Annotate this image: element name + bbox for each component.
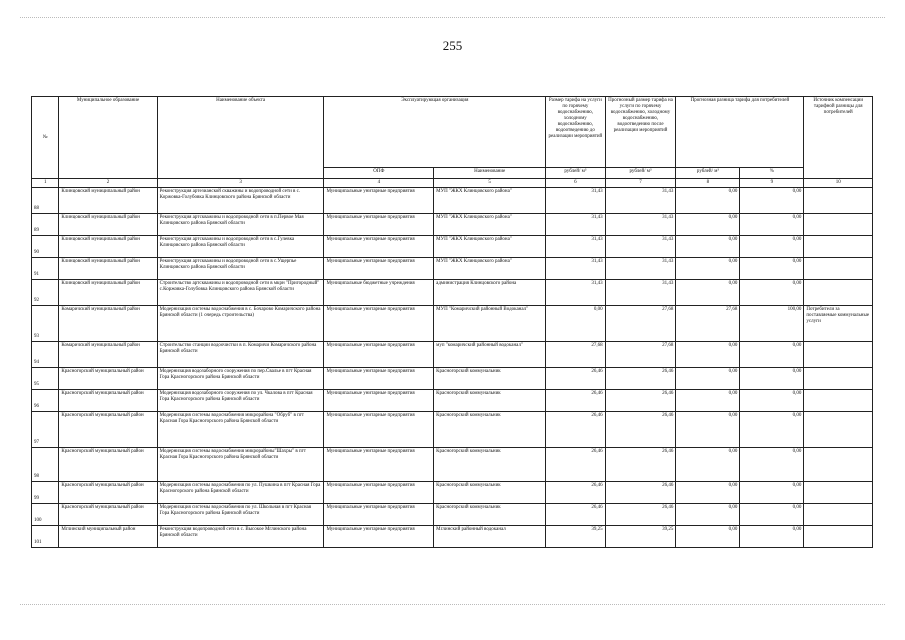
diff-rub-cell: 0,00 — [676, 280, 740, 306]
org-cell: Красногорский коммунальник — [434, 390, 546, 412]
header-source: Источник компенсации тарифной разницы для потребителей — [804, 97, 873, 179]
diff-rub-cell: 0,00 — [676, 504, 740, 526]
source-cell — [804, 236, 873, 258]
org-cell: МУП "ЖКХ Клинцовского района" — [434, 188, 546, 214]
source-cell — [804, 342, 873, 368]
source-cell — [804, 368, 873, 390]
row-number: 91 — [32, 258, 59, 280]
diff-rub-cell: 0,00 — [676, 448, 740, 482]
col-number: 1 — [32, 179, 59, 188]
tariff-after-cell: 31,43 — [605, 188, 676, 214]
diff-pct-cell: 0,00 — [740, 390, 804, 412]
table-row — [32, 412, 873, 448]
row-number: 88 — [32, 188, 59, 214]
object-cell: Модернизация водозаборного сооружения по ул. Чкалова в пгт Красная Гора Красногорского района Брянской области — [157, 390, 324, 412]
object-cell: Реконструкция артскважины и водопроводной сети в п.Первое Мая Клинцовского района Брянской области — [157, 214, 324, 236]
header-diff: Прогнозная разница тарифа для потребителей — [676, 97, 804, 168]
table-row — [32, 306, 873, 342]
tariff-after-cell: 39,25 — [605, 526, 676, 548]
diff-rub-cell: 0,00 — [676, 390, 740, 412]
diff-pct-cell: 0,00 — [740, 504, 804, 526]
municipality-cell: Красногорский муниципальный район — [59, 504, 157, 526]
tariff-after-cell: 31,43 — [605, 214, 676, 236]
tariff-before-cell: 0,00 — [546, 306, 605, 342]
diff-rub-cell: 0,00 — [676, 258, 740, 280]
row-number: 99 — [32, 482, 59, 504]
object-cell: Модернизация системы водоснабжения микрорайона "Обруб" в пгт Красная Гора Красногорского района Брянской области — [157, 412, 324, 448]
municipality-cell: Красногорский муниципальный район — [59, 482, 157, 504]
diff-pct-cell: 0,00 — [740, 236, 804, 258]
source-cell — [804, 448, 873, 482]
org-cell: муп "комаричский районный водоканал" — [434, 342, 546, 368]
header-opf: ОПФ — [324, 168, 434, 179]
source-cell — [804, 390, 873, 412]
row-number: 96 — [32, 390, 59, 412]
source-cell — [804, 280, 873, 306]
diff-rub-cell: 0,00 — [676, 482, 740, 504]
col-number: 5 — [434, 179, 546, 188]
header-municipality: Муниципальное образование — [59, 97, 157, 179]
tariff-before-cell: 27,68 — [546, 342, 605, 368]
opf-cell: Муниципальные унитарные предприятия — [324, 448, 434, 482]
tariff-after-cell: 31,43 — [605, 236, 676, 258]
row-number: 101 — [32, 526, 59, 548]
table-row — [32, 342, 873, 368]
col-number: 4 — [324, 179, 434, 188]
municipality-cell: Красногорский муниципальный район — [59, 368, 157, 390]
header-org-name: Наименование — [434, 168, 546, 179]
org-cell: МУП "ЖКХ Клинцовского района" — [434, 236, 546, 258]
org-cell: Красногорский коммунальник — [434, 368, 546, 390]
tariff-after-cell: 27,68 — [605, 342, 676, 368]
municipality-cell: Клинцовский муниципальный район — [59, 214, 157, 236]
object-cell: Модернизация системы водоснабжения по ул. Пушкина в пгт Красная Гора Красногорского района Брянской области — [157, 482, 324, 504]
diff-pct-cell: 0,00 — [740, 482, 804, 504]
opf-cell: Муниципальные унитарные предприятия — [324, 214, 434, 236]
diff-pct-cell: 0,00 — [740, 342, 804, 368]
tariff-before-cell: 26,46 — [546, 412, 605, 448]
unit-diff-rub: рублей/ м³ — [676, 168, 740, 179]
opf-cell: Муниципальные унитарные предприятия — [324, 504, 434, 526]
row-number: 100 — [32, 504, 59, 526]
top-dotted-rule — [20, 17, 885, 19]
col-number: 3 — [157, 179, 324, 188]
header-operator: Эксплуатирующая организация — [324, 97, 546, 168]
table-row — [32, 526, 873, 548]
tariff-after-cell: 26,46 — [605, 368, 676, 390]
object-cell: Строительство артскважины и водопроводной сети в мкрн "Пригородный" с.Коржовка-Голубовка Клинцовского района Брянской области — [157, 280, 324, 306]
diff-pct-cell: 0,00 — [740, 188, 804, 214]
tariff-before-cell: 26,46 — [546, 390, 605, 412]
object-cell: Реконструкция артскважины и водопроводной сети в с.Гулевка Клинцовского района Брянской области — [157, 236, 324, 258]
tariff-before-cell: 39,25 — [546, 526, 605, 548]
table-row — [32, 258, 873, 280]
object-cell: Реконструкция артезианской скважины и водопроводной сети в с. Коржовка-Голубовка Клинцовского района Брянской области — [157, 188, 324, 214]
tariff-before-cell: 26,46 — [546, 368, 605, 390]
unit-tariff-before: рублей/ м³ — [546, 168, 605, 179]
tariff-after-cell: 26,46 — [605, 504, 676, 526]
table-row — [32, 504, 873, 526]
row-number: 93 — [32, 306, 59, 342]
col-number: 7 — [605, 179, 676, 188]
diff-pct-cell: 0,00 — [740, 280, 804, 306]
row-number: 95 — [32, 368, 59, 390]
opf-cell: Муниципальные унитарные предприятия — [324, 368, 434, 390]
org-cell: Красногорский коммунальник — [434, 482, 546, 504]
source-cell — [804, 412, 873, 448]
table-row — [32, 236, 873, 258]
org-cell: МУП "ЖКХ Клинцовского района" — [434, 258, 546, 280]
table-row — [32, 368, 873, 390]
col-number: 10 — [804, 179, 873, 188]
tariff-after-cell: 26,46 — [605, 412, 676, 448]
diff-pct-cell: 100,00 — [740, 306, 804, 342]
diff-pct-cell: 0,00 — [740, 258, 804, 280]
opf-cell: Муниципальные унитарные предприятия — [324, 390, 434, 412]
diff-pct-cell: 0,00 — [740, 214, 804, 236]
org-cell: Мглинский районный водоканал — [434, 526, 546, 548]
municipality-cell: Клинцовский муниципальный район — [59, 236, 157, 258]
diff-pct-cell: 0,00 — [740, 368, 804, 390]
object-cell: Модернизация системы водоснабжения микрорайоны"Шахры" в пгт Красная Гора Красногорского района Брянской области — [157, 448, 324, 482]
col-number: 9 — [740, 179, 804, 188]
bottom-dotted-rule — [20, 604, 885, 606]
org-cell: МУП "Комаричский районный Водоканал" — [434, 306, 546, 342]
source-cell — [804, 188, 873, 214]
source-cell: Потребители за поставляемые коммунальные услуги — [804, 306, 873, 342]
tariff-table — [31, 96, 873, 548]
opf-cell: Муниципальные унитарные предприятия — [324, 526, 434, 548]
row-number: 90 — [32, 236, 59, 258]
source-cell — [804, 526, 873, 548]
opf-cell: Муниципальные унитарные предприятия — [324, 482, 434, 504]
org-cell: МУП "ЖКХ Клинцовского района" — [434, 214, 546, 236]
diff-pct-cell: 0,00 — [740, 448, 804, 482]
tariff-before-cell: 26,46 — [546, 448, 605, 482]
diff-rub-cell: 0,00 — [676, 188, 740, 214]
diff-rub-cell: 0,00 — [676, 526, 740, 548]
municipality-cell: Красногорский муниципальный район — [59, 390, 157, 412]
tariff-after-cell: 26,46 — [605, 482, 676, 504]
opf-cell: Муниципальные унитарные предприятия — [324, 412, 434, 448]
diff-rub-cell: 0,00 — [676, 368, 740, 390]
source-cell — [804, 482, 873, 504]
opf-cell: Муниципальные унитарные предприятия — [324, 236, 434, 258]
col-number: 6 — [546, 179, 605, 188]
tariff-before-cell: 26,46 — [546, 504, 605, 526]
header-object: Наименование объекта — [157, 97, 324, 179]
object-cell: Модернизация системы водоснабжения по ул. Школьная в пгт Красная Гора Красногорского района Брянской области — [157, 504, 324, 526]
table-row — [32, 280, 873, 306]
table-row — [32, 390, 873, 412]
tariff-before-cell: 31,43 — [546, 236, 605, 258]
table-row — [32, 188, 873, 214]
tariff-before-cell: 31,43 — [546, 188, 605, 214]
diff-rub-cell: 0,00 — [676, 236, 740, 258]
unit-diff-pct: % — [740, 168, 804, 179]
col-number: 8 — [676, 179, 740, 188]
header-no: № — [32, 97, 59, 179]
diff-rub-cell: 0,00 — [676, 214, 740, 236]
municipality-cell: Мглинский муниципальный район — [59, 526, 157, 548]
municipality-cell: Комаричский муниципальный район — [59, 306, 157, 342]
unit-tariff-after: рублей/ м³ — [605, 168, 676, 179]
table-row — [32, 214, 873, 236]
municipality-cell: Клинцовский муниципальный район — [59, 280, 157, 306]
org-cell: Красногорский коммунальник — [434, 448, 546, 482]
tariff-before-cell: 31,43 — [546, 258, 605, 280]
tariff-after-cell: 31,43 — [605, 280, 676, 306]
source-cell — [804, 258, 873, 280]
source-cell — [804, 214, 873, 236]
row-number: 89 — [32, 214, 59, 236]
org-cell: администрация Клинцовского района — [434, 280, 546, 306]
opf-cell: Муниципальные бюджетные учреждения — [324, 280, 434, 306]
diff-rub-cell: 27,68 — [676, 306, 740, 342]
tariff-before-cell: 31,43 — [546, 214, 605, 236]
diff-rub-cell: 0,00 — [676, 342, 740, 368]
opf-cell: Муниципальные унитарные предприятия — [324, 258, 434, 280]
org-cell: Красногорский коммунальник — [434, 504, 546, 526]
object-cell: Модернизация водозаборного сооружения по пер.Свалье в пгт Красная Гора Красногорского района Брянской области — [157, 368, 324, 390]
diff-pct-cell: 0,00 — [740, 412, 804, 448]
row-number: 94 — [32, 342, 59, 368]
org-cell: Красногорский коммунальник — [434, 412, 546, 448]
tariff-after-cell: 26,46 — [605, 390, 676, 412]
object-cell: Реконструкция артскважины и водопроводной сети в с.Ущерпье Клинцовского района Брянской области — [157, 258, 324, 280]
source-cell — [804, 504, 873, 526]
row-number: 97 — [32, 412, 59, 448]
municipality-cell: Клинцовский муниципальный район — [59, 188, 157, 214]
municipality-cell: Комаричский муниципальный район — [59, 342, 157, 368]
opf-cell: Муниципальные унитарные предприятия — [324, 188, 434, 214]
opf-cell: Муниципальные унитарные предприятия — [324, 306, 434, 342]
tariff-before-cell: 26,46 — [546, 482, 605, 504]
row-number: 98 — [32, 448, 59, 482]
diff-pct-cell: 0,00 — [740, 526, 804, 548]
diff-rub-cell: 0,00 — [676, 412, 740, 448]
table-row — [32, 482, 873, 504]
tariff-before-cell: 31,43 — [546, 280, 605, 306]
opf-cell: Муниципальные унитарные предприятия — [324, 342, 434, 368]
tariff-after-cell: 26,46 — [605, 448, 676, 482]
object-cell: Модернизация системы водоснабжения в с. Бочарово Комаричского района Брянской области (1 очередь строительства) — [157, 306, 324, 342]
municipality-cell: Клинцовский муниципальный район — [59, 258, 157, 280]
header-tariff-before: Размер тарифа на услуги по горячему водоснабжению, холодному водоснабжению, водоотведению до реализации мероприятий — [546, 97, 605, 168]
tariff-after-cell: 31,43 — [605, 258, 676, 280]
municipality-cell: Красногорский муниципальный район — [59, 448, 157, 482]
table-row — [32, 448, 873, 482]
municipality-cell: Красногорский муниципальный район — [59, 412, 157, 448]
page-number: 255 — [442, 38, 463, 53]
header-tariff-after: Прогнозный размер тарифа на услуги по горячему водоснабжению, холодному водоснабжению, водоотведению после реализации мероприятий — [605, 97, 676, 168]
tariff-after-cell: 27,68 — [605, 306, 676, 342]
col-number: 2 — [59, 179, 157, 188]
object-cell: Строительство станции водоочистки в п. Комаричи Комаричского района Брянской области — [157, 342, 324, 368]
object-cell: Реконструкция водопроводной сети в с. Высокое Мглинского района Брянской области — [157, 526, 324, 548]
row-number: 92 — [32, 280, 59, 306]
